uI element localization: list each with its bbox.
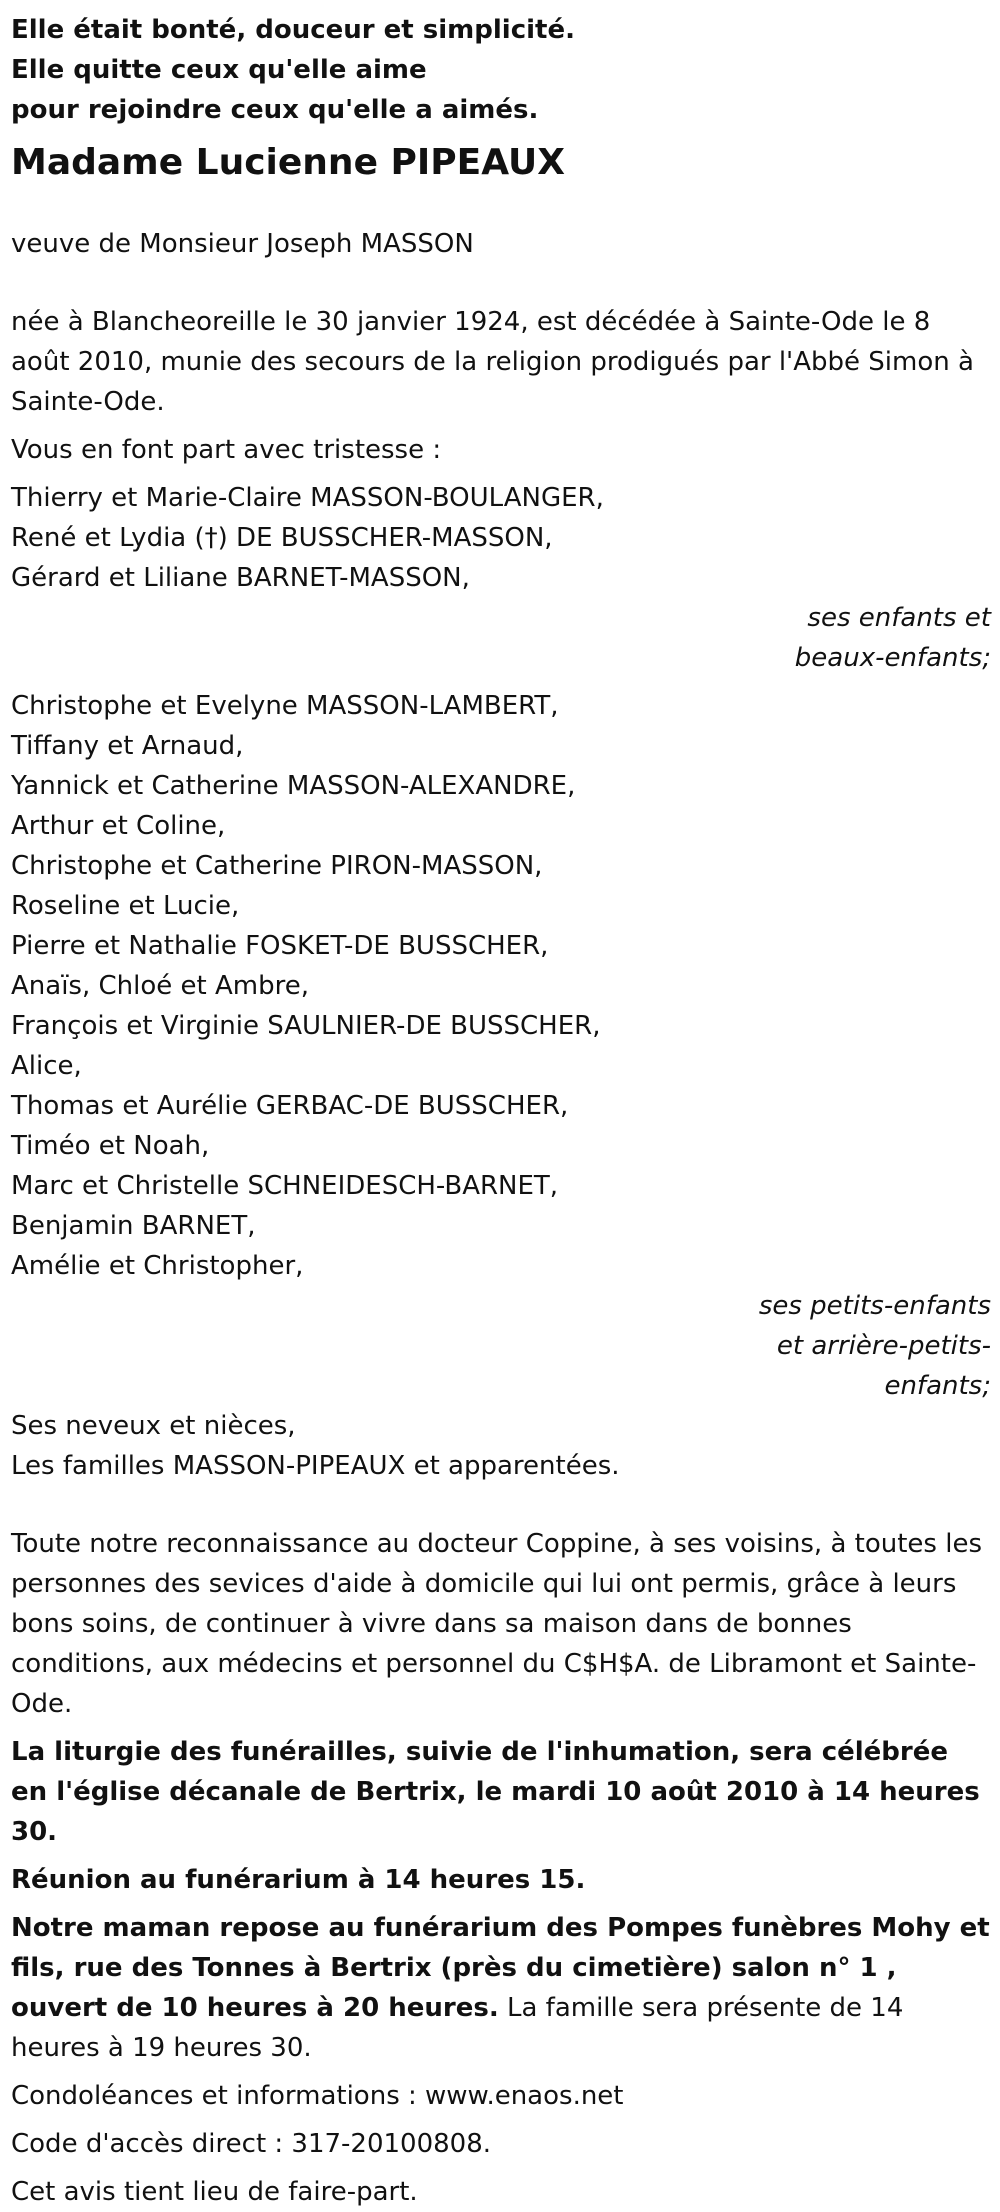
list-item: Marc et Christelle SCHNEIDESCH-BARNET, [11,1171,559,1201]
list-item: Timéo et Noah, [11,1131,210,1161]
list-item: Ses neveux et nièces, [11,1411,296,1441]
list-item: Alice, [11,1051,82,1081]
intro-line-2: Elle quitte ceux qu'elle aime [11,55,427,85]
rest-normal-text: La famille sera présente de 14 heures à 19 heures 30. [11,1993,904,2063]
widow-of: veuve de Monsieur Joseph MASSON [11,229,474,259]
list-item: François et Virginie SAULNIER-DE BUSSCHER, [11,1011,601,1041]
list-item: Thomas et Aurélie GERBAC-DE BUSSCHER, [11,1091,569,1121]
rest-bold-text: Notre maman repose au funérarium des Pompes funèbres Mohy et fils, rue des Tonnes à Bertrix (près du cimetière) salon n° 1 , ouvert de 10 heures à 20 heures. [11,1913,990,2023]
list-item: Benjamin BARNET, [11,1211,256,1241]
other-relatives [11,1406,991,1486]
thanks-text: Toute notre reconnaissance au docteur Coppine, à ses voisins, à toutes les personnes des sevices d'aide à domicile qui lui ont permis, grâce à leurs bons soins, de continuer à vivre dans sa maison dans de bonnes conditions, aux médecins et personnel du C$H$A. de Libramont et Sainte-Ode. [11,1529,982,1719]
grandchildren-list [11,686,991,1286]
list-item: Amélie et Christopher, [11,1251,304,1281]
condolences-text: Condoléances et informations : www.enaos.net [11,2081,624,2111]
intro-line-3: pour rejoindre ceux qu'elle a aimés. [11,95,539,125]
list-item: Les familles MASSON-PIPEAUX et apparentées. [11,1451,620,1481]
faire-part-text: Cet avis tient lieu de faire-part. [11,2177,418,2207]
list-item: Anaïs, Chloé et Ambre, [11,971,309,1001]
children-list [11,478,991,598]
list-item: René et Lydia (†) DE BUSSCHER-MASSON, [11,523,553,553]
intro-line-1: Elle était bonté, douceur et simplicité. [11,15,575,45]
deceased-name: Madame Lucienne PIPEAUX [11,142,566,183]
meeting-text: Réunion au funérarium à 14 heures 15. [11,1865,586,1895]
access-code: Code d'accès direct : 317-20100808. [11,2129,492,2159]
list-item: Gérard et Liliane BARNET-MASSON, [11,563,470,593]
liturgy-text: La liturgie des funérailles, suivie de l'inhumation, sera célébrée en l'église décanale de Bertrix, le mardi 10 août 2010 à 14 heures 30. [11,1737,980,1847]
list-item: Tiffany et Arnaud, [11,731,244,761]
list-item: Arthur et Coline, [11,811,226,841]
list-item: Christophe et Catherine PIRON-MASSON, [11,851,543,881]
list-item: Christophe et Evelyne MASSON-LAMBERT, [11,691,559,721]
list-item: Pierre et Nathalie FOSKET-DE BUSSCHER, [11,931,549,961]
children-label: ses enfants et beaux-enfants; [794,603,991,673]
list-item: Thierry et Marie-Claire MASSON-BOULANGER, [11,483,604,513]
grandchildren-label: ses petits-enfants et arrière-petits- enfants; [758,1291,991,1401]
list-item: Yannick et Catherine MASSON-ALEXANDRE, [11,771,576,801]
birth-death-text: née à Blancheoreille le 30 janvier 1924, est décédée à Sainte-Ode le 8 août 2010, munie des secours de la religion prodigués par l'Abbé Simon à Sainte-Ode. [11,307,974,417]
list-item: Roseline et Lucie, [11,891,240,921]
obituary-notice [11,10,991,2212]
intro-block [11,10,991,130]
rest-text [11,1908,991,2068]
announce-text: Vous en font part avec tristesse : [11,435,442,465]
